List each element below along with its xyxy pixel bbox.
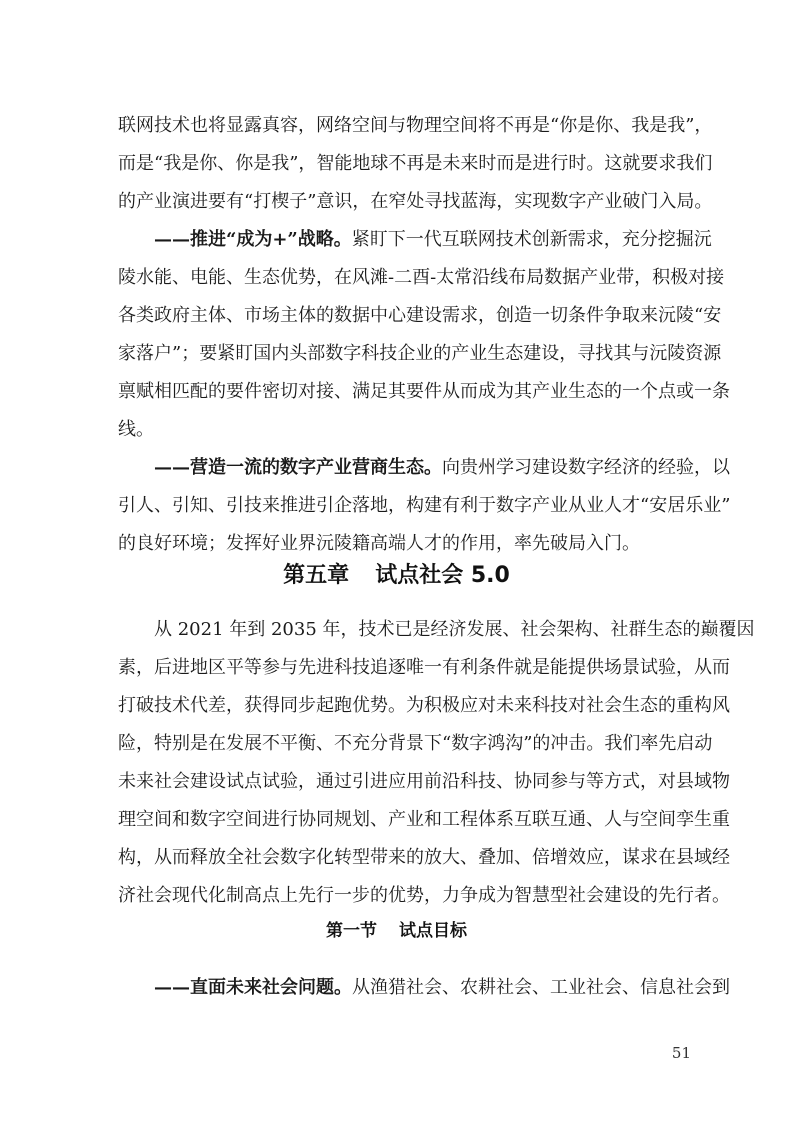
paragraph-line: 的产业演进要有“打楔子”意识，在窄处寻找蓝海，实现数字产业破门入局。	[118, 191, 713, 212]
paragraph-line: 未来社会建设试点试验，通过引进应用前沿科技、协同参与等方式，对县域物	[118, 771, 730, 792]
paragraph-line: 各类政府主体、市场主体的数据中心建设需求，创造一切条件争取来沅陵“安	[118, 305, 722, 326]
paragraph-line: 的良好环境；发挥好业界沅陵籍高端人才的作用，率先破局入门。	[118, 533, 640, 554]
paragraph-line: 线。	[118, 419, 154, 440]
paragraph-text: 从渔猎社会、农耕社会、工业社会、信息社会到	[352, 977, 730, 998]
paragraph-lead: ——营造一流的数字产业营商生态。	[154, 457, 442, 478]
chapter-title: 试点社会 5.0	[375, 563, 510, 588]
paragraph-line	[118, 977, 730, 998]
paragraph-text: 向贵州学习建设数字经济的经验，以	[442, 457, 730, 478]
section-title: 试点目标	[399, 921, 467, 941]
paragraph-line: 理空间和数字空间进行协同规划、产业和工程体系互联互通、人与空间孪生重	[118, 809, 730, 830]
paragraph-line: 家落户”；要紧盯国内头部数字科技企业的产业生态建设，寻找其与沅陵资源	[118, 343, 722, 364]
paragraph-line	[118, 229, 712, 250]
section-heading	[0, 921, 793, 941]
paragraph-line	[118, 457, 730, 478]
paragraph-line: 禀赋相匹配的要件密切对接、满足其要件从而成为其产业生态的一个点或一条	[118, 381, 730, 402]
paragraph-lead: ——推进“成为+”战略。	[154, 229, 352, 250]
paragraph-line: 而是“我是你、你是我”，智能地球不再是未来时而是进行时。这就要求我们	[118, 153, 713, 174]
paragraph-line: 打破技术代差，获得同步起跑优势。为积极应对未来科技对社会生态的重构风	[118, 695, 730, 716]
paragraph-lead: ——直面未来社会问题。	[154, 977, 352, 998]
paragraph-line: 构，从而释放全社会数字化转型带来的放大、叠加、倍增效应，谋求在县域经	[118, 847, 730, 868]
chapter-number: 第五章	[283, 563, 350, 588]
paragraph-line: 联网技术也将显露真容，网络空间与物理空间将不再是“你是你、我是我”，	[118, 115, 713, 136]
paragraph-line: 险，特别是在发展不平衡、不充分背景下“数字鸿沟”的冲击。我们率先启动	[118, 733, 713, 754]
paragraph-line: 陵水能、电能、生态优势，在风滩-二酉-太常沿线布局数据产业带，积极对接	[118, 267, 725, 288]
paragraph-line: 素，后进地区平等参与先进科技追逐唯一有利条件就是能提供场景试验，从而	[118, 657, 730, 678]
paragraph-line: 引人、引知、引技来推进引企落地，构建有利于数字产业从业人才“安居乐业”	[118, 495, 731, 516]
paragraph-line: 济社会现代化制高点上先行一步的优势，力争成为智慧型社会建设的先行者。	[118, 885, 730, 906]
chapter-heading	[0, 563, 793, 589]
paragraph-text: 紧盯下一代互联网技术创新需求，充分挖掘沅	[351, 229, 712, 250]
section-number: 第一节	[326, 921, 377, 941]
paragraph-line: 从 2021 年到 2035 年，技术已是经济发展、社会架构、社群生态的巅覆因	[154, 619, 755, 640]
page-number: 51	[671, 1044, 691, 1062]
